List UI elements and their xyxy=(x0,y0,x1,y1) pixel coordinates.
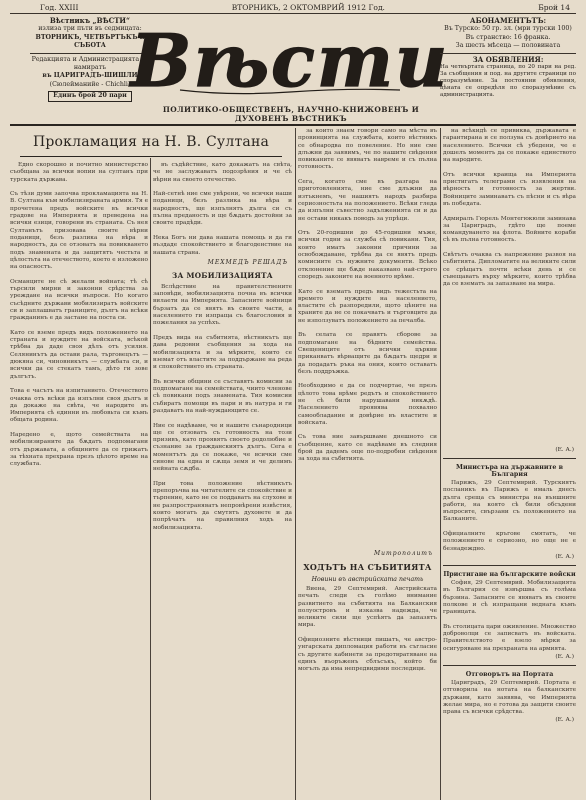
title-blackletter xyxy=(130,18,450,103)
ads-heading: ЗА ОБЯВЛЕНИЯ: xyxy=(472,54,544,64)
issue-label: Брой 14 xyxy=(538,3,570,12)
office-label: Редакцията и Администрацията се намиратъ xyxy=(31,55,149,72)
divider xyxy=(443,458,576,459)
svg-text:Вѣсти: Вѣсти xyxy=(130,18,450,103)
issue-price: Единъ брой 20 пари xyxy=(48,91,132,101)
ads-terms: На четвъртата страница, по 20 пари на ред. За съобщения и под. на другите страници по споразумѣние. За постоянни обявления, цѣната се опредѣля по споразумѣние съ администрацията. xyxy=(440,64,576,99)
column-2 xyxy=(153,162,292,800)
mobilization-text: Вслѣдствие на правителствените заповѣди, мобилизацията почна въ всички вилаети на Империята. Запасните войници бързатъ да се явятъ въ своите части, а населението ги изпраща съ благословия и пожелания за успѣхъ. Предъ вида на събитията, вѣстникътъ ще дава редовни съобщения за хода на мобилизацията и за мѣрките, които се вземат отъ властите за поддържане на реда и спокойствието въ страната. Въ всички общини се съставятъ комисии за подпомагане на семействата, чиито членове сѣ повикани подъ знамената. Тия комисии събиратъ помощи въ пари и въ натура и ги раздаватъ на най-нуждающите се. Ние се надѣваме, че и нашите сънародници ще се отзоватъ съ готовность на този призивъ, като проявятъ своето родолюбие и съзнание за гражданскиятъ дългъ. Сега е моментътъ да се покаже, че всички сме синове на една и сѫща земя и че делимъ нейната сѫдба. При това положение вѣстникътъ препоръчва на читателите си спокойствие и търпение, като не се поддаватъ на слухове и не разпространяватъ непровѣрени извѣстия, които могатъ да смутятъ духовете и да попрѣчатъ на правилния ходъ на мобилизацията. xyxy=(153,283,292,531)
news-source-ref: (Е. А.) xyxy=(555,717,574,724)
office-city: въ ЦАРИГРАДЪ-ШИШЛИ xyxy=(42,72,138,80)
column-divider xyxy=(295,128,296,800)
office-address: (Сюлейманийе - Chichli) xyxy=(49,80,131,88)
subscription-abroad: Въ странство: 16 франка. xyxy=(465,33,551,41)
article-columns xyxy=(10,128,576,800)
column-3-signature: Митрополитъ xyxy=(374,550,433,557)
events-headline: ХОДЪТЪ НА СЪБИТИЯТА xyxy=(303,562,432,572)
column-divider xyxy=(440,128,441,800)
proclamation-text-part1: Едно скорошно и почитно министерство съобщава за всички вопии на султанъ при турската държава. Съ тѣзи думи започва прокламацията на Н. В. Султана към мобилизираната армия. Тя е прочетена предъ войските въ всички градове на Империята и преведена на всички езици, говорени въ страната. Съ нея Султанътъ призовава своите вѣрни поданици, безъ разлика на вѣра и народностъ, да се отзоватъ на повикването подъ знамената и да защитятъ честьта и цѣлостьта на отечеството, което е изложено на опасностъ. Османците не сѣ желали войната; тѣ сѣ търсили мирни и законни срѣдства за уреждане на всички въпроси. Но когато съсѣдните държави мобилизиратъ войските си и заплашватъ границите, дългъ на всѣки гражданинъ е да застане на поста си. Като се вземе предъ видъ положението на страната и нуждите на войската, всѣкой трѣбва да даде своя дѣлъ отъ усилия. Селянинътъ да остави рала, търговецътъ — дюкяна си, чиновникътъ — службата си, и всички да се стекатъ тамъ, дѣто ги зове дългътъ. Това е часътъ на изпитанието. Отечеството очаква отъ всѣки да изпълни своя дългъ и да докаже на свѣта, че народите въ Империята сѣ единни въ любовьта си къмъ общата родина. Наредено е, щото семействата на мобилизираните да бѫдатъ подпомагани отъ държавата, а общините да се грижатъ за тѣхната прехрана презъ цѣлото време на службата. xyxy=(10,162,148,468)
proclamation-signature: МЕХМЕДЪ РЕШАДЪ xyxy=(207,258,288,266)
publication-days: ВТОРНИКЪ, ЧЕТВЪРТЪКЪ и СЪБОТА xyxy=(35,33,145,50)
newspaper-title-logo xyxy=(130,18,450,103)
proclamation-text-part2: въ съдѣйствие, като докажатъ на свѣта, че не заслужаватъ подозрѣния и че сѣ вѣрни на своето отечество. Най-сетнѣ ние сме увѣрени, че всички наши поданици, безъ разлика на вѣра и народностъ, ще изпълнятъ дълга си съ пълна преданость и ще бѫдатъ достойни за своите прадѣди. Нека Богъ ни дава нашата помощь и да ги въздаде спокойствието и благоденствие на нашата страна. xyxy=(153,162,292,256)
divider xyxy=(440,53,576,54)
subscription-half-year: За шесть мѣсеца — половината xyxy=(455,42,561,50)
news-item-text: София, 29 Септемврий. Мобилизацията въ България се извършва съ голѣма бързина. Запасните се явяватъ въ своите полкове и сѣ изпращани веднага къмъ границата. Въ столицата цари оживление. Множество доброволци се записватъ въ войската. Правителството е взело мѣрки за осигуряване на прехраната на армията. xyxy=(443,579,576,652)
column-4-text: на всѣкидѣ се привиква, държавата е гарантирана и се ползува съ довѣрието на населението. Всички сѣ убедени, че е дошелъ моментъ да се покаже единството на народите. Отъ всички краища на Империята пристигатъ телеграми съ изявления на вѣрность и готовность за жертви. Войниците заминаватъ съ пѣсни и съ вѣра въ победата. Адмиралъ Гюрель Монтегюкюли заминава за Цариградъ, гдѣто ще поеме командуването на флота. Войните кораби сѣ въ пълна готовность. Свѣтътъ очаква съ напрежение развоя на събитията. Дипломатите на великите сили се срѣщатъ почти всѣки день и се съвещаватъ върху мѣрките, които трѣбва да се взематъ за запазване на мира. xyxy=(443,128,576,288)
proclamation-headline: Прокламация на Н. В. Султана xyxy=(32,134,270,150)
column-3-text: за които знаем говори само на мѣста въ провинцията на службата, които вѣстникъ се обнародва по повеление. Но ние сме длъжни да заявимъ, че по нашите свѣдения повиканите се явяватъ навреме и съ пълна готовность. Сега, когато сме въ разгара на приготовленията, ние сме длъжни да изтъкнемъ, че нашиятъ народъ разбира сериозностьта на положението. Всѣки гледа да изпълни съвестно задълженията си и да не остави никакъ поводъ за упрѣци. Отъ 20-годишни до 45-годишни мъже, всички годни за служба сѣ повикани. Тия, които иматъ законни причини за освобождаване, трѣбва да се явятъ предъ комисиите съ нужните документи. Всѣко отклонение ще бѫде наказвано най-строго споредъ законите на военното врѣме. Като се взематъ предъ видъ тежестьта на времето и нуждите на населението, властите сѣ разпоредили, щото цѣните на храните да не се покачватъ и търговците да не използуватъ положението за печалба. Въ селата се правятъ сборове за подпомагане на бѣдните семейства. Свещениците отъ всички църкви приканватъ вѣрващите да бѫдатъ щедри и да подадатъ ръка на ония, които оставатъ безъ поддръжка. Необходимо е да се подчертае, че презъ цѣлото това врѣме редътъ и спокойствието не сѣ били нарушавани никѫдѣ. Населението проявява похвално самообладание и довѣрие въ властите и войската. Съ това ние завършваме днешното си съобщение, като се надѣваме въ следния брой да дадемъ още по-подробни свѣдения за хода на събитията. xyxy=(298,128,437,463)
publication-heading: Вѣстникъ „ВѢСТИ“ xyxy=(49,16,131,25)
news-source-ref: (Е. А.) xyxy=(555,447,574,453)
headline-rule xyxy=(20,156,282,157)
news-item-text: Цариградъ, 29 Септемврий. Портата е отговорила на нотата на балканските държави, като заявява, че Империята желае мира, но е готова да защити своите права съ всички срѣдства. xyxy=(443,679,576,716)
divider xyxy=(443,665,576,666)
masthead xyxy=(10,14,576,126)
news-item-headline: Министъра на държавните в България xyxy=(455,464,564,478)
news-source-ref: (Е. А.) xyxy=(555,653,574,660)
events-text: Виена, 29 Септемврий. Австрийската печать следи съ голѣмо внимание развитието на събитията на Балканския полуостровъ и изказва надежда, че великите сили ще успѣятъ да запазятъ мира. Официозните вѣстници пишатъ, че австро-унгарската дипломация работи въ съгласие съ другите кабинети за предотвратяване на единъ въоръженъ сблъсъкъ, който би могълъ да има непредвидими последици. xyxy=(298,586,437,673)
dateline xyxy=(10,2,576,14)
subscription-turkey: Въ Турско: 50 гр. зл. (мри турски 100) xyxy=(444,25,572,33)
news-source-ref: (Е. А.) xyxy=(555,553,574,560)
column-4 xyxy=(443,128,576,800)
news-item-headline: Пристигане на българските войски xyxy=(443,570,576,578)
newspaper-subtitle: ПОЛИТИКО-ОБЩЕСТВЕНЪ, НАУЧНО-КНИЖОВЕНЪ И ДУХОВЕНЪ ВѢСТНИКЪ xyxy=(162,105,420,123)
year-label: Год. XXIII xyxy=(40,3,79,12)
mobilization-headline: ЗА МОБИЛИЗАЦИЯТА xyxy=(172,270,273,280)
events-subheadline: Новини въ австрийската печать xyxy=(311,576,424,583)
date-label: ВТОРНИКЪ, 2 ОКТОМВРИЙ 1912 Год. xyxy=(231,3,385,12)
subscription-heading: АБОНАМЕНТЪТЪ: xyxy=(469,16,547,25)
subscription-info-box xyxy=(440,17,576,99)
divider xyxy=(443,565,576,566)
column-3 xyxy=(298,128,437,800)
publication-frequency: излиза три пъти въ седмицата: xyxy=(38,25,142,33)
column-1 xyxy=(10,162,148,800)
news-item-headline: Отговорътъ на Портата xyxy=(465,670,554,678)
news-item-text: Парижъ, 29 Септемврий. Турскиятъ посланикъ въ Парижъ е ималь днесъ дълга среща съ министра на външните работи, на която сѣ били обсъдени въпросите, свързани съ положението на Балканите. Официалните кръгове смятатъ, че положението е сериозно, но още не е безнадеждно. xyxy=(443,480,576,552)
column-divider xyxy=(150,158,151,800)
